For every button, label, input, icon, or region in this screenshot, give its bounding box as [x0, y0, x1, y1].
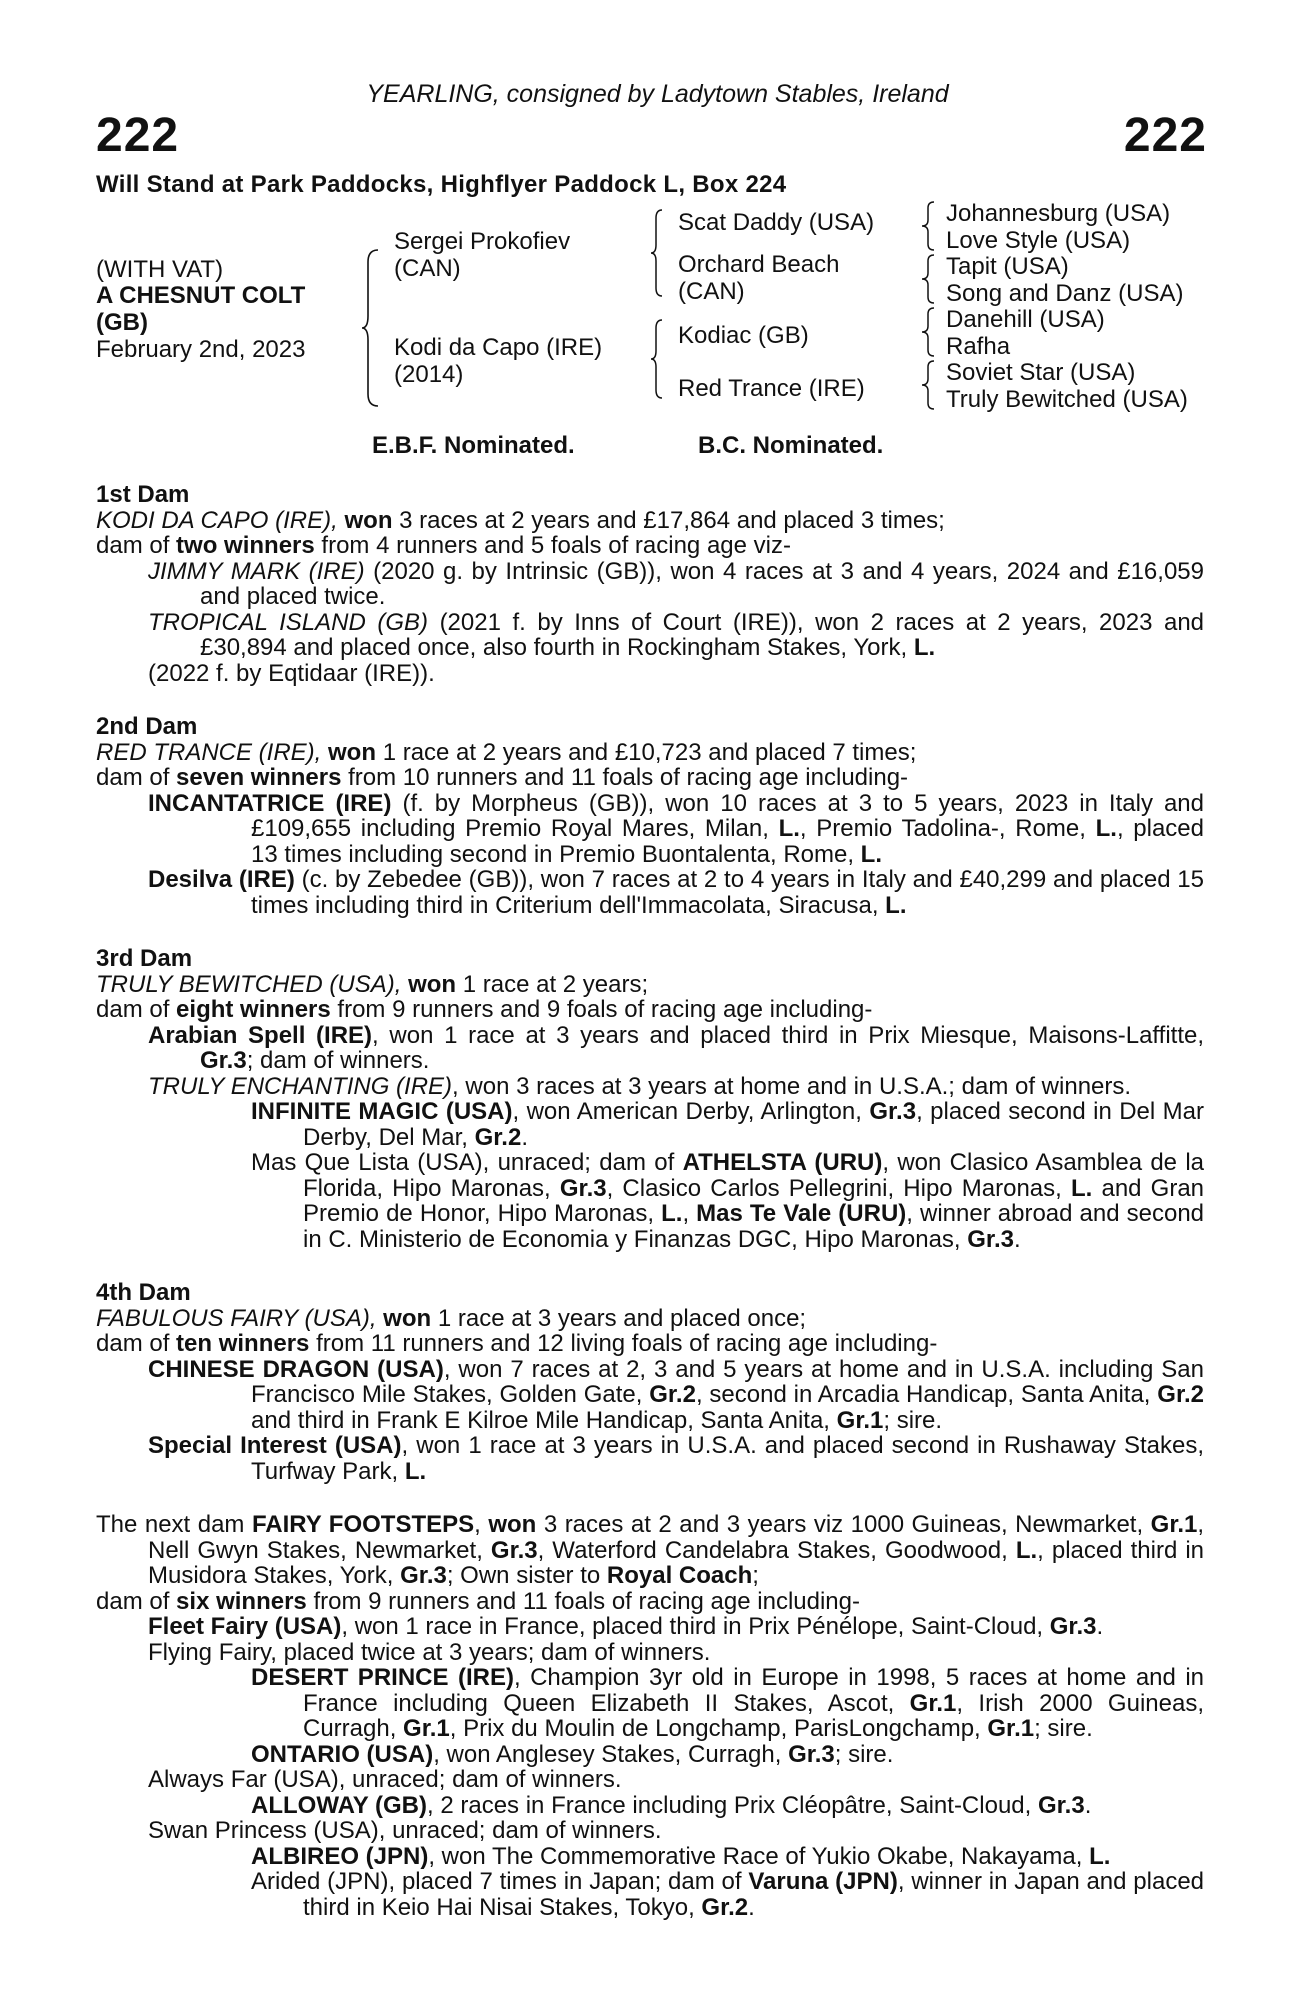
next-dam-foal-4: [96, 1818, 1204, 1844]
g-dam-dam-sire: Soviet Star (USA): [946, 359, 1136, 386]
g-sire-sire-sire: Johannesburg (USA): [946, 200, 1171, 227]
sire-of-dam: Kodiac (GB): [678, 322, 809, 349]
foal-record: , won 1 race in France, placed third in Prix Pénélope, Saint-Cloud,: [341, 1613, 1044, 1640]
second-dam-record-text: 1 race at 2 years and £10,723 and placed 7 times;: [382, 738, 917, 766]
stand-location: Will Stand at Park Paddocks, Highflyer Paddock L, Box 224: [96, 171, 787, 198]
produce-prefix: dam of: [96, 1587, 170, 1615]
horse-name: A CHESNUT COLT: [96, 282, 306, 309]
race-grade: Gr.3: [869, 1098, 917, 1125]
foal-record: , winner in Japan and placed third in Keio Hai Nisai Stakes, Tokyo,: [303, 1868, 1205, 1921]
foal-record: (2022 f. by Eqtidaar (IRE)).: [148, 659, 435, 687]
foal-name: Varuna (JPN): [748, 1868, 898, 1895]
foal-record: , won 7 races at 2, 3 and 5 years at home and in U.S.A. including San Francisco Mile Stakes, Golden Gate,: [251, 1355, 1204, 1408]
lot-number-right: 222: [1123, 109, 1207, 162]
race-grade: Gr.1: [909, 1689, 957, 1717]
third-dam-granddaughter-1: [148, 1099, 1204, 1150]
foal-name: Arabian Spell (IRE): [148, 1021, 373, 1049]
record-text: , placed third in Musidora Stakes, York,: [148, 1536, 1205, 1589]
third-dam-name: TRULY BEWITCHED (USA),: [96, 970, 402, 998]
foal-name: INCANTATRICE (IRE): [148, 789, 392, 817]
g-dam-sire-dam: Rafha: [946, 333, 1011, 360]
record-text: , Waterford Candelabra Stakes, Goodwood,: [537, 1536, 1008, 1564]
won-label: won: [488, 1511, 537, 1538]
brace-sd: [920, 253, 936, 305]
third-dam-record-text: 1 race at 2 years;: [462, 970, 649, 998]
foal-name: Mas Te Vale (URU): [696, 1200, 907, 1227]
foal-record: , Prix du Moulin de Longchamp, ParisLongchamp,: [449, 1715, 981, 1742]
third-dam-foal-1: [96, 1023, 1204, 1074]
sister-name: Royal Coach: [606, 1562, 753, 1589]
foal-record: , Irish 2000 Guineas, Curragh,: [303, 1689, 1204, 1742]
race-grade: Gr.3: [200, 1047, 247, 1074]
dam-year: (2014): [394, 361, 464, 388]
winners-count: eight winners: [176, 996, 331, 1023]
produce-text: from 10 runners and 11 foals of racing age including-: [348, 764, 909, 791]
third-dam-produce-summary: [96, 997, 1204, 1023]
next-dam-foal-2: [96, 1640, 1204, 1666]
race-grade: L.: [860, 840, 882, 868]
foal-record: .: [1013, 1225, 1021, 1253]
dam-name: Kodi da Capo (IRE): [394, 334, 603, 361]
foal-name: INFINITE MAGIC (USA): [251, 1098, 513, 1125]
foal-record: ; sire.: [883, 1406, 943, 1434]
foal-record: , won American Derby, Arlington,: [512, 1098, 862, 1125]
dam-line-content: [96, 482, 1204, 1920]
race-grade: L.: [1015, 1536, 1038, 1564]
consignment-line: YEARLING, consigned by Ladytown Stables, Ireland: [366, 80, 949, 108]
winners-count: two winners: [176, 532, 315, 559]
race-grade: Gr.3: [1037, 1791, 1085, 1819]
race-grade: L.: [885, 891, 907, 919]
foal-record: , second in Arcadia Handicap, Santa Anita,: [695, 1381, 1151, 1408]
record-text: 3 races at 2 and 3 years viz 1000 Guineas, Newmarket,: [543, 1511, 1144, 1538]
sire-country: (CAN): [394, 255, 461, 282]
pedigree-brace: [360, 248, 380, 408]
foal-name: ATHELSTA (URU): [682, 1149, 883, 1176]
punct: ;: [752, 1562, 759, 1589]
won-label: won: [408, 970, 457, 998]
foal-record: (f. by Morpheus (GB)), won 10 races at 3 to 5 years, 2023 in Italy and £109,655 including Premio Royal Mares, Milan,: [251, 789, 1204, 842]
foal-record: , won Clasico Asamblea de la Florida, Hipo Maronas,: [303, 1149, 1204, 1202]
foal-record: and Gran Premio de Honor, Hipo Maronas,: [303, 1174, 1205, 1227]
foal-name: ALBIREO (JPN): [251, 1842, 429, 1870]
foal-record: , Clasico Carlos Pellegrini, Hipo Maronas,: [606, 1174, 1062, 1202]
second-dam-foal-2: [96, 867, 1204, 918]
foal-record: , placed second in Del Mar Derby, Del Mar,: [303, 1098, 1204, 1151]
race-grade: Gr.3: [490, 1536, 538, 1564]
race-grade: Gr.3: [559, 1174, 607, 1202]
foal-name: DESERT PRINCE (IRE): [251, 1664, 514, 1691]
foal-record: .: [748, 1893, 755, 1921]
foal-record: ; dam of winners.: [246, 1047, 430, 1074]
produce-prefix: dam of: [96, 532, 170, 559]
record-text: , Nell Gwyn Stakes, Newmarket,: [148, 1511, 1205, 1564]
foal-name: Desilva (IRE): [148, 866, 295, 893]
g-dam-dam-dam: Truly Bewitched (USA): [946, 386, 1188, 413]
race-grade: L.: [661, 1200, 683, 1227]
foal-record: Always Far (USA), unraced; dam of winners.: [148, 1766, 622, 1793]
g-sire-dam-dam: Song and Danz (USA): [946, 280, 1184, 307]
foaling-date: February 2nd, 2023: [96, 336, 306, 363]
third-dam-record: [96, 972, 1204, 998]
foal-name: ONTARIO (USA): [251, 1740, 434, 1768]
dam-of-sire: Orchard Beach: [678, 251, 840, 278]
produce-text: from 9 runners and 11 foals of racing age including-: [313, 1587, 860, 1615]
fourth-dam-heading: 4th Dam: [96, 1279, 191, 1306]
fourth-dam-record: [96, 1306, 1204, 1332]
ebf-nomination: E.B.F. Nominated.: [372, 432, 575, 459]
g-sire-sire-dam: Love Style (USA): [946, 227, 1131, 254]
foal-name: CHINESE DRAGON (USA): [148, 1355, 444, 1383]
foal-record: .: [521, 1123, 528, 1151]
third-dam-heading: 3rd Dam: [96, 945, 193, 972]
race-grade: Gr.3: [400, 1562, 447, 1589]
foal-record: Mas Que Lista (USA), unraced; dam of: [251, 1149, 675, 1176]
produce-prefix: dam of: [96, 996, 170, 1023]
foal-record: , winner abroad and second in C. Ministerio de Economia y Finanzas DGC, Hipo Maronas,: [303, 1200, 1205, 1253]
first-dam-foal-2: [96, 610, 1204, 661]
lot-number-left: 222: [96, 109, 180, 162]
record-text: ; Own sister to: [446, 1562, 601, 1589]
foal-name: JIMMY MARK (IRE): [148, 557, 365, 585]
won-label: won: [383, 1304, 432, 1332]
produce-text: from 9 runners and 9 foals of racing age including-: [337, 996, 873, 1023]
race-grade: L.: [1089, 1842, 1111, 1870]
second-dam-name: RED TRANCE (IRE),: [96, 738, 322, 766]
second-dam-record: [96, 740, 1204, 766]
race-grade: L.: [1070, 1174, 1093, 1202]
next-dam-grandfoal-5: [148, 1869, 1204, 1920]
second-dam-produce-summary: [96, 765, 1204, 791]
g-sire-dam-sire: Tapit (USA): [946, 253, 1069, 280]
race-grade: Gr.2: [474, 1123, 522, 1151]
next-dam-grandfoal-2: [148, 1742, 1204, 1768]
foal-name: Special Interest (USA): [148, 1432, 402, 1459]
bc-nomination: B.C. Nominated.: [698, 432, 884, 459]
first-dam-produce-summary: [96, 533, 1204, 559]
race-grade: Gr.1: [987, 1715, 1035, 1742]
fourth-dam-produce-summary: [96, 1331, 1204, 1357]
next-dam-produce-summary: [96, 1589, 1204, 1615]
race-grade: Gr.3: [788, 1740, 835, 1768]
foal-record: ; sire.: [1034, 1715, 1093, 1742]
horse-origin: (GB): [96, 309, 148, 336]
foal-record: , Premio Tadolina-, Rome,: [799, 815, 1086, 842]
foal-record: , Champion 3yr old in Europe in 1998, 5 races at home and in France including Queen Elizabeth II Stakes, Ascot,: [303, 1664, 1205, 1717]
race-grade: Gr.1: [836, 1406, 884, 1434]
fourth-dam-foal-2: [96, 1433, 1204, 1484]
foal-record: , won 1 race at 3 years and placed third in Prix Miesque, Maisons-Laffitte,: [372, 1021, 1204, 1049]
foal-record: , won 1 race at 3 years in U.S.A. and placed second in Rushaway Stakes, Turfway Park,: [251, 1432, 1205, 1485]
sire-of-sire: Scat Daddy (USA): [678, 209, 875, 236]
third-dam-granddaughter-2: [148, 1150, 1204, 1252]
race-grade: Gr.1: [403, 1715, 450, 1742]
race-grade: Gr.2: [1157, 1381, 1204, 1408]
foal-record: and third in Frank E Kilroe Mile Handicap, Santa Anita,: [251, 1406, 830, 1434]
next-dam-name: FAIRY FOOTSTEPS: [251, 1511, 475, 1538]
next-dam-grandfoal-4: [148, 1844, 1204, 1870]
won-label: won: [344, 506, 393, 534]
race-grade: L.: [913, 634, 936, 661]
foal-record: (2021 f. by Inns of Court (IRE)), won 2 races at 2 years, 2023 and £30,894 and placed once, also fourth in Rockingham Stakes, York,: [200, 608, 1205, 661]
second-dam-foal-1: [96, 791, 1204, 868]
foal-record: , won The Commemorative Race of Yukio Okabe, Nakayama,: [428, 1842, 1083, 1870]
race-grade: L.: [404, 1457, 427, 1485]
sire-brace: [650, 208, 664, 298]
winners-count: seven winners: [176, 764, 342, 791]
foal-record: Flying Fairy, placed twice at 3 years; dam of winners.: [148, 1638, 711, 1666]
foal-name: TRULY ENCHANTING (IRE): [148, 1072, 453, 1100]
next-dam-record: [96, 1512, 1204, 1589]
race-grade: Gr.2: [701, 1893, 749, 1921]
foal-record: Swan Princess (USA), unraced; dam of winners.: [148, 1817, 662, 1844]
won-label: won: [328, 738, 377, 766]
dam-of-dam: Red Trance (IRE): [678, 375, 865, 402]
next-dam-grandfoal-3: [148, 1793, 1204, 1819]
produce-prefix: dam of: [96, 1330, 170, 1357]
punct: ,: [474, 1511, 481, 1538]
race-grade: Gr.3: [1049, 1613, 1097, 1640]
foal-record: ,: [682, 1200, 690, 1227]
foal-name: TROPICAL ISLAND (GB): [148, 608, 429, 636]
race-grade: Gr.3: [967, 1225, 1014, 1253]
first-dam-foal-1: [96, 559, 1204, 610]
produce-text: from 11 runners and 12 living foals of racing age including-: [316, 1330, 938, 1357]
race-grade: L.: [778, 815, 800, 842]
foal-record: , placed 13 times including second in Premio Buontalenta, Rome,: [251, 815, 1204, 868]
foal-name: ALLOWAY (GB): [251, 1791, 428, 1819]
fourth-dam-foal-1: [96, 1357, 1204, 1434]
next-dam-grandfoal-1: [148, 1665, 1204, 1742]
winners-count: six winners: [176, 1587, 307, 1615]
first-dam-record-text: 3 races at 2 years and £17,864 and placed 3 times;: [399, 506, 945, 534]
race-grade: Gr.2: [649, 1381, 696, 1408]
sire-name: Sergei Prokofiev: [394, 228, 571, 255]
third-dam-foal-2: [96, 1074, 1204, 1100]
foal-record: .: [1096, 1613, 1104, 1640]
first-dam-name: KODI DA CAPO (IRE),: [96, 506, 338, 534]
dam-brace: [650, 318, 664, 400]
next-dam-prefix: The next dam: [96, 1511, 245, 1538]
second-dam-heading: 2nd Dam: [96, 713, 198, 740]
vat-note: (WITH VAT): [96, 256, 224, 283]
next-dam-foal-1: [96, 1614, 1204, 1640]
brace-ss: [920, 200, 936, 252]
foal-record: (c. by Zebedee (GB)), won 7 races at 2 to 4 years in Italy and £40,299 and placed 15 times including third in Criterium dell'Immacolata, Siracusa,: [251, 866, 1205, 919]
winners-count: ten winners: [176, 1330, 310, 1357]
foal-record: ; sire.: [834, 1740, 894, 1768]
foal-record: .: [1084, 1791, 1092, 1819]
produce-prefix: dam of: [96, 764, 170, 791]
brace-dd: [920, 359, 936, 411]
dam-of-sire-country: (CAN): [678, 278, 745, 305]
race-grade: L.: [1095, 815, 1117, 842]
foal-name: Fleet Fairy (USA): [148, 1613, 342, 1640]
first-dam-heading: 1st Dam: [96, 481, 190, 508]
first-dam-foal-3: [96, 661, 1204, 687]
g-dam-sire-sire: Danehill (USA): [946, 306, 1105, 333]
brace-ds: [920, 306, 936, 358]
foal-record: Arided (JPN), placed 7 times in Japan; dam of: [251, 1868, 742, 1895]
next-dam-foal-3: [96, 1767, 1204, 1793]
foal-record: (2020 g. by Intrinsic (GB)), won 4 races at 3 and 4 years, 2024 and £16,059 and placed twice.: [200, 557, 1204, 610]
fourth-dam-name: FABULOUS FAIRY (USA),: [96, 1304, 377, 1332]
fourth-dam-record-text: 1 race at 3 years and placed once;: [437, 1304, 807, 1332]
first-dam-record: [96, 508, 1204, 534]
foal-record: , won Anglesey Stakes, Curragh,: [433, 1740, 782, 1768]
produce-text: from 4 runners and 5 foals of racing age viz-: [321, 532, 791, 559]
foal-record: , 2 races in France including Prix Cléopâtre, Saint-Cloud,: [427, 1791, 1032, 1819]
foal-record: , won 3 races at 3 years at home and in U.S.A.; dam of winners.: [452, 1072, 1132, 1100]
race-grade: Gr.1: [1150, 1511, 1198, 1538]
